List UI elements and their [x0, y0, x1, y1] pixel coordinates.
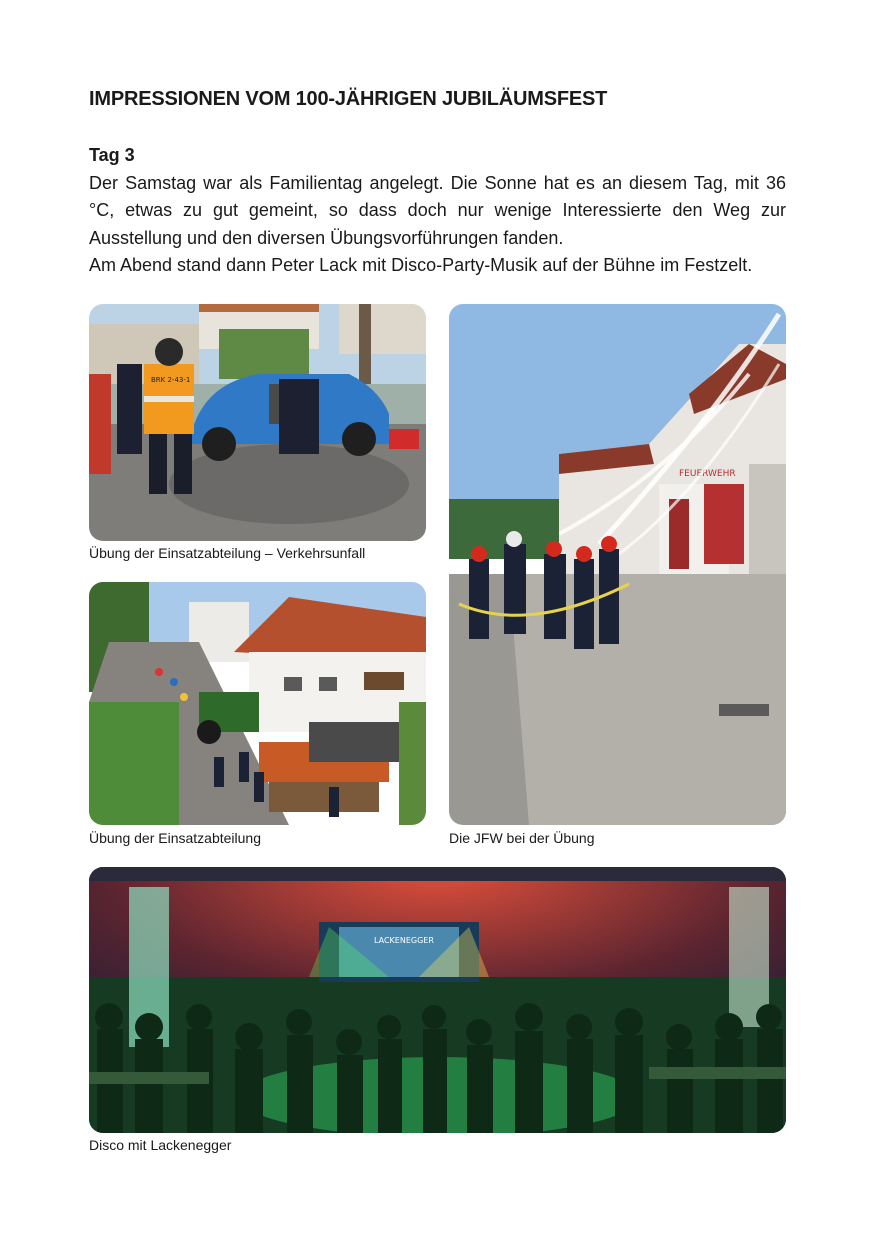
- photo-disco-festival-tent: [89, 867, 786, 1133]
- photo-street-exercise: [89, 582, 426, 825]
- paragraph-1: Der Samstag war als Familientag angelegt. Die Sonne hat es an diesem Tag, mit 36 °C, etwas zu gut gemeint, so dass doch nur wenige Interessierte den Weg zur Ausstellung und den diversen Übungsvorführungen fanden.: [89, 173, 786, 248]
- paragraph-2: Am Abend stand dann Peter Lack mit Disco-Party-Musik auf der Bühne im Festzelt.: [89, 255, 753, 276]
- day-title: Tag 3: [89, 145, 135, 165]
- caption-street-exercise: Übung der Einsatzabteilung: [89, 830, 262, 846]
- caption-traffic-accident: Übung der Einsatzabteilung – Verkehrsunfall: [89, 545, 366, 561]
- stage-banner: LACKENEGGER: [374, 936, 434, 945]
- photo-traffic-accident-exercise: [89, 304, 426, 541]
- vest-label: BRK 2-43-1: [151, 376, 191, 384]
- caption-youth-firebrigade: Die JFW bei der Übung: [449, 830, 595, 846]
- body-text: [89, 170, 786, 280]
- photo-youth-firebrigade-hoses: [449, 304, 786, 825]
- page-heading: IMPRESSIONEN VOM 100-JÄHRIGEN JUBILÄUMSFEST: [89, 88, 608, 110]
- building-sign: FEUERWEHR: [679, 469, 736, 479]
- caption-disco: Disco mit Lackenegger: [89, 1137, 232, 1153]
